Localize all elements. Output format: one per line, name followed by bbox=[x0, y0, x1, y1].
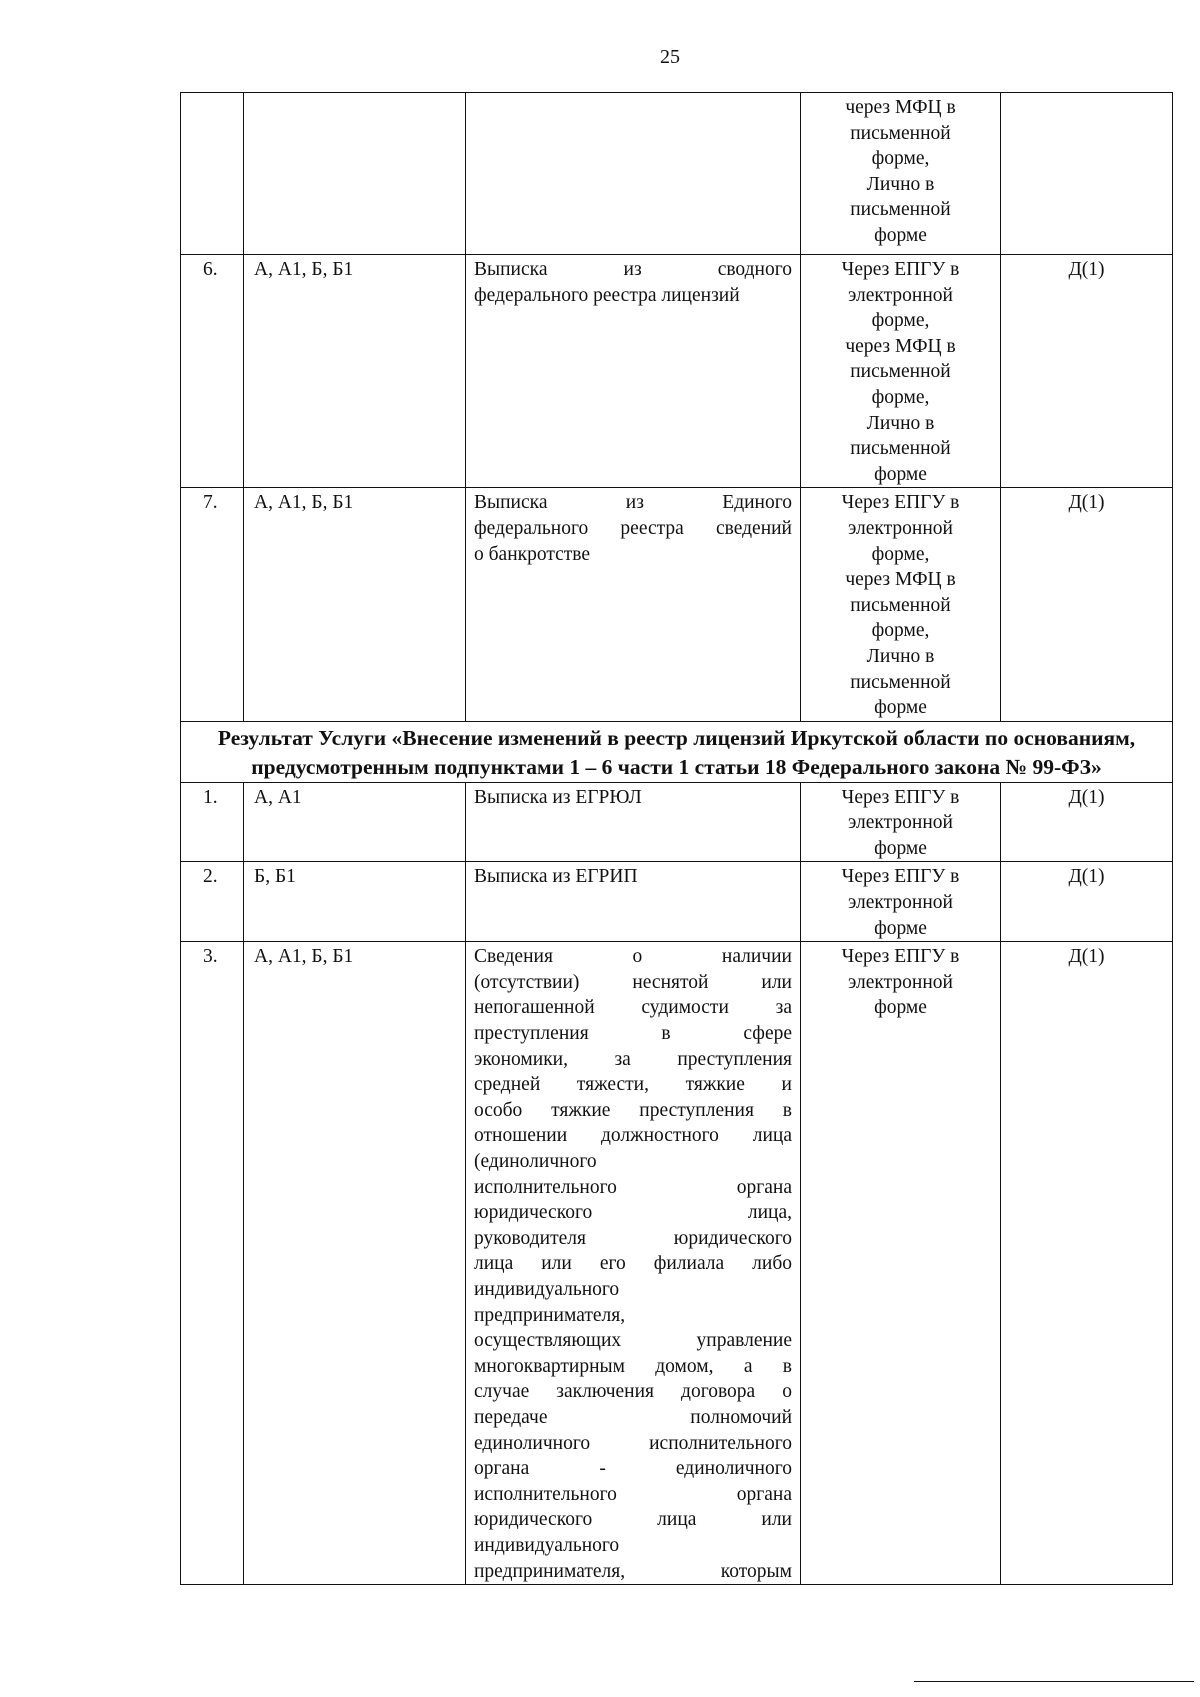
document-line: отношении должностного лица bbox=[474, 1125, 792, 1147]
document-line: средней тяжести, тяжкие и bbox=[474, 1074, 792, 1096]
cell-document bbox=[466, 93, 801, 255]
document-line: юридического лица, bbox=[474, 1202, 792, 1224]
cell-category: А, А1 bbox=[244, 782, 466, 862]
method-line: форме, bbox=[871, 386, 930, 408]
cell-number: 3. bbox=[181, 942, 244, 1585]
cell-document bbox=[466, 942, 801, 1585]
method-line: форме, bbox=[871, 310, 930, 332]
cell-method bbox=[801, 862, 1001, 942]
method-line: электронной bbox=[848, 971, 953, 993]
document-line: (единоличного bbox=[474, 1151, 597, 1172]
method-line: Через ЕПГУ в bbox=[841, 492, 960, 514]
document-line: Сведения о наличии bbox=[474, 946, 792, 968]
cell-document bbox=[466, 488, 801, 721]
method-line: форме bbox=[874, 463, 927, 485]
document-line: исполнительного органа bbox=[474, 1176, 792, 1198]
document-line: случае заключения договора о bbox=[474, 1381, 792, 1403]
document-line: о банкротстве bbox=[474, 543, 591, 565]
cell-category: А, А1, Б, Б1 bbox=[244, 942, 466, 1585]
cell-number bbox=[181, 93, 244, 255]
document-line: (отсутствии) неснятой или bbox=[474, 971, 792, 993]
method-line: форме, bbox=[871, 148, 930, 170]
cell-code: Д(1) bbox=[1001, 255, 1173, 488]
table-row bbox=[181, 782, 1173, 862]
document-line: Выписка из Единого bbox=[474, 492, 792, 514]
page-number: 25 bbox=[660, 46, 680, 68]
method-line: форме, bbox=[871, 620, 930, 642]
document-line: индивидуального bbox=[474, 1278, 620, 1300]
document-line: Выписка из ЕГРЮЛ bbox=[474, 786, 642, 808]
cell-document bbox=[466, 862, 801, 942]
method-line: электронной bbox=[848, 812, 953, 834]
cell-document bbox=[466, 255, 801, 488]
method-line: электронной bbox=[848, 517, 953, 539]
table-row bbox=[181, 255, 1173, 488]
method-line: Через ЕПГУ в bbox=[841, 786, 960, 808]
method-line: форме bbox=[874, 997, 927, 1019]
method-line: через МФЦ в bbox=[845, 569, 956, 591]
cell-code: Д(1) bbox=[1001, 782, 1173, 862]
documents-table-body bbox=[181, 93, 1173, 1585]
document-line: особо тяжкие преступления в bbox=[474, 1099, 792, 1121]
method-line: электронной bbox=[848, 284, 953, 306]
table-row bbox=[181, 862, 1173, 942]
document-line: непогашенной судимости за bbox=[474, 997, 792, 1019]
document-line: федерального реестра лицензий bbox=[474, 284, 740, 306]
cell-category: А, А1, Б, Б1 bbox=[244, 255, 466, 488]
table-row-continuation bbox=[181, 93, 1173, 255]
cell-code: Д(1) bbox=[1001, 862, 1173, 942]
cell-method bbox=[801, 782, 1001, 862]
cell-category bbox=[244, 93, 466, 255]
method-line: форме, bbox=[871, 543, 930, 565]
method-line: Лично в bbox=[866, 645, 935, 667]
document-line: федерального реестра сведений bbox=[474, 517, 792, 539]
cell-method bbox=[801, 942, 1001, 1585]
method-line: письменной bbox=[850, 438, 951, 460]
method-line: форме bbox=[874, 837, 927, 859]
document-line: юридического лица или bbox=[474, 1509, 792, 1531]
document-line: предпринимателя, которым bbox=[474, 1560, 792, 1582]
cell-document bbox=[466, 782, 801, 862]
method-line: Лично в bbox=[866, 173, 935, 195]
method-line: письменной bbox=[850, 361, 951, 383]
document-line: индивидуального bbox=[474, 1534, 620, 1556]
document-line: осуществляющих управление bbox=[474, 1330, 792, 1352]
cell-code bbox=[1001, 93, 1173, 255]
document-line: экономики, за преступления bbox=[474, 1048, 792, 1070]
document-line: единоличного исполнительного bbox=[474, 1432, 792, 1454]
document-line: передаче полномочий bbox=[474, 1406, 792, 1428]
cell-method bbox=[801, 93, 1001, 255]
document-line: многоквартирным домом, а в bbox=[474, 1355, 792, 1377]
method-line: письменной bbox=[850, 122, 951, 144]
cell-number: 6. bbox=[181, 255, 244, 488]
method-line: электронной bbox=[848, 892, 953, 914]
method-line: форме bbox=[874, 697, 927, 719]
document-line: органа - единоличного bbox=[474, 1458, 792, 1480]
document-line: Выписка из сводного bbox=[474, 259, 792, 280]
footer-divider bbox=[914, 1681, 1194, 1682]
method-line: Через ЕПГУ в bbox=[841, 946, 960, 968]
table-row bbox=[181, 488, 1173, 721]
document-line: Выписка из ЕГРИП bbox=[474, 866, 638, 888]
method-line: форме bbox=[874, 917, 927, 939]
method-line: Через ЕПГУ в bbox=[841, 259, 960, 280]
document-line: исполнительного органа bbox=[474, 1483, 792, 1505]
method-line: через МФЦ в bbox=[845, 97, 956, 118]
cell-category: Б, Б1 bbox=[244, 862, 466, 942]
cell-category: А, А1, Б, Б1 bbox=[244, 488, 466, 721]
table-row bbox=[181, 942, 1173, 1585]
cell-number: 2. bbox=[181, 862, 244, 942]
document-line: предпринимателя, bbox=[474, 1304, 626, 1326]
method-line: письменной bbox=[850, 199, 951, 221]
method-line: письменной bbox=[850, 671, 951, 693]
cell-code: Д(1) bbox=[1001, 488, 1173, 721]
method-line: форме bbox=[874, 224, 927, 246]
method-line: Через ЕПГУ в bbox=[841, 866, 960, 888]
document-line: руководителя юридического bbox=[474, 1227, 792, 1249]
method-line: письменной bbox=[850, 594, 951, 616]
section-title: Результат Услуги «Внесение изменений в реестр лицензий Иркутской области по основаниям, предусмотренным подпунктами 1 – 6 части 1 статьи 18 Федерального закона № 99-ФЗ» bbox=[181, 721, 1173, 782]
cell-number: 1. bbox=[181, 782, 244, 862]
document-line: лица или его филиала либо bbox=[474, 1253, 792, 1275]
cell-number: 7. bbox=[181, 488, 244, 721]
section-header-row bbox=[181, 721, 1173, 782]
cell-method bbox=[801, 488, 1001, 721]
documents-table bbox=[180, 92, 1173, 1585]
cell-code: Д(1) bbox=[1001, 942, 1173, 1585]
method-line: Лично в bbox=[866, 412, 935, 434]
method-line: через МФЦ в bbox=[845, 335, 956, 357]
cell-method bbox=[801, 255, 1001, 488]
document-line: преступления в сфере bbox=[474, 1023, 792, 1045]
